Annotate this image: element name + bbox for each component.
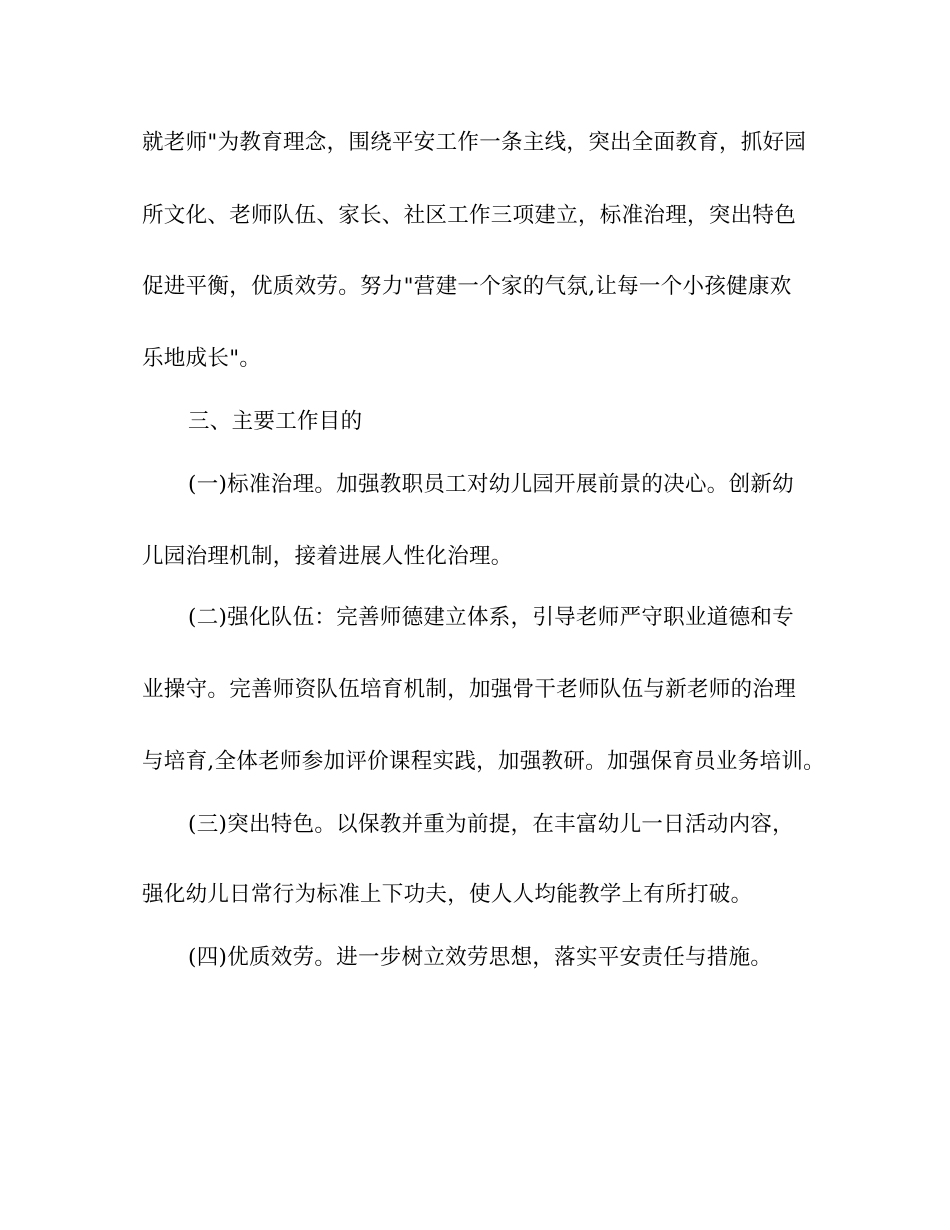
paragraph-line-2: 所文化、老师队伍、家长、社区工作三项建立，标准治理，突出特色 bbox=[142, 203, 797, 228]
item-1-line-2: 儿园治理机制，接着进展人性化治理。 bbox=[142, 544, 513, 569]
paragraph-line-4: 乐地成长"。 bbox=[142, 346, 262, 371]
paragraph-line-3: 促进平衡，优质效劳。努力"营建一个家的气氛,让每一个小孩健康欢 bbox=[142, 274, 792, 299]
section-heading: 三、主要工作目的 bbox=[188, 409, 363, 434]
item-2-line-3: 与培育,全体老师参加评价课程实践，加强教研。加强保育员业务培训。 bbox=[142, 749, 825, 774]
item-2-line-2: 业操守。完善师资队伍培育机制，加强骨干老师队伍与新老师的治理 bbox=[142, 677, 797, 702]
item-3-line-2: 强化幼儿日常行为标准上下功夫，使人人均能教学上有所打破。 bbox=[142, 882, 753, 907]
item-2-line-1: (二)强化队伍：完善师德建立体系，引导老师严守职业道德和专 bbox=[188, 605, 794, 630]
item-3-line-1: (三)突出特色。以保教并重为前提，在丰富幼儿一日活动内容， bbox=[188, 812, 794, 837]
item-1-line-1: (一)标准治理。加强教职员工对幼儿园开展前景的决心。创新幼 bbox=[188, 472, 794, 497]
paragraph-line-1: 就老师"为教育理念，围绕平安工作一条主线，突出全面教育，抓好园 bbox=[142, 130, 807, 155]
item-4-line-1: (四)优质效劳。进一步树立效劳思想，落实平安责任与措施。 bbox=[188, 945, 773, 970]
